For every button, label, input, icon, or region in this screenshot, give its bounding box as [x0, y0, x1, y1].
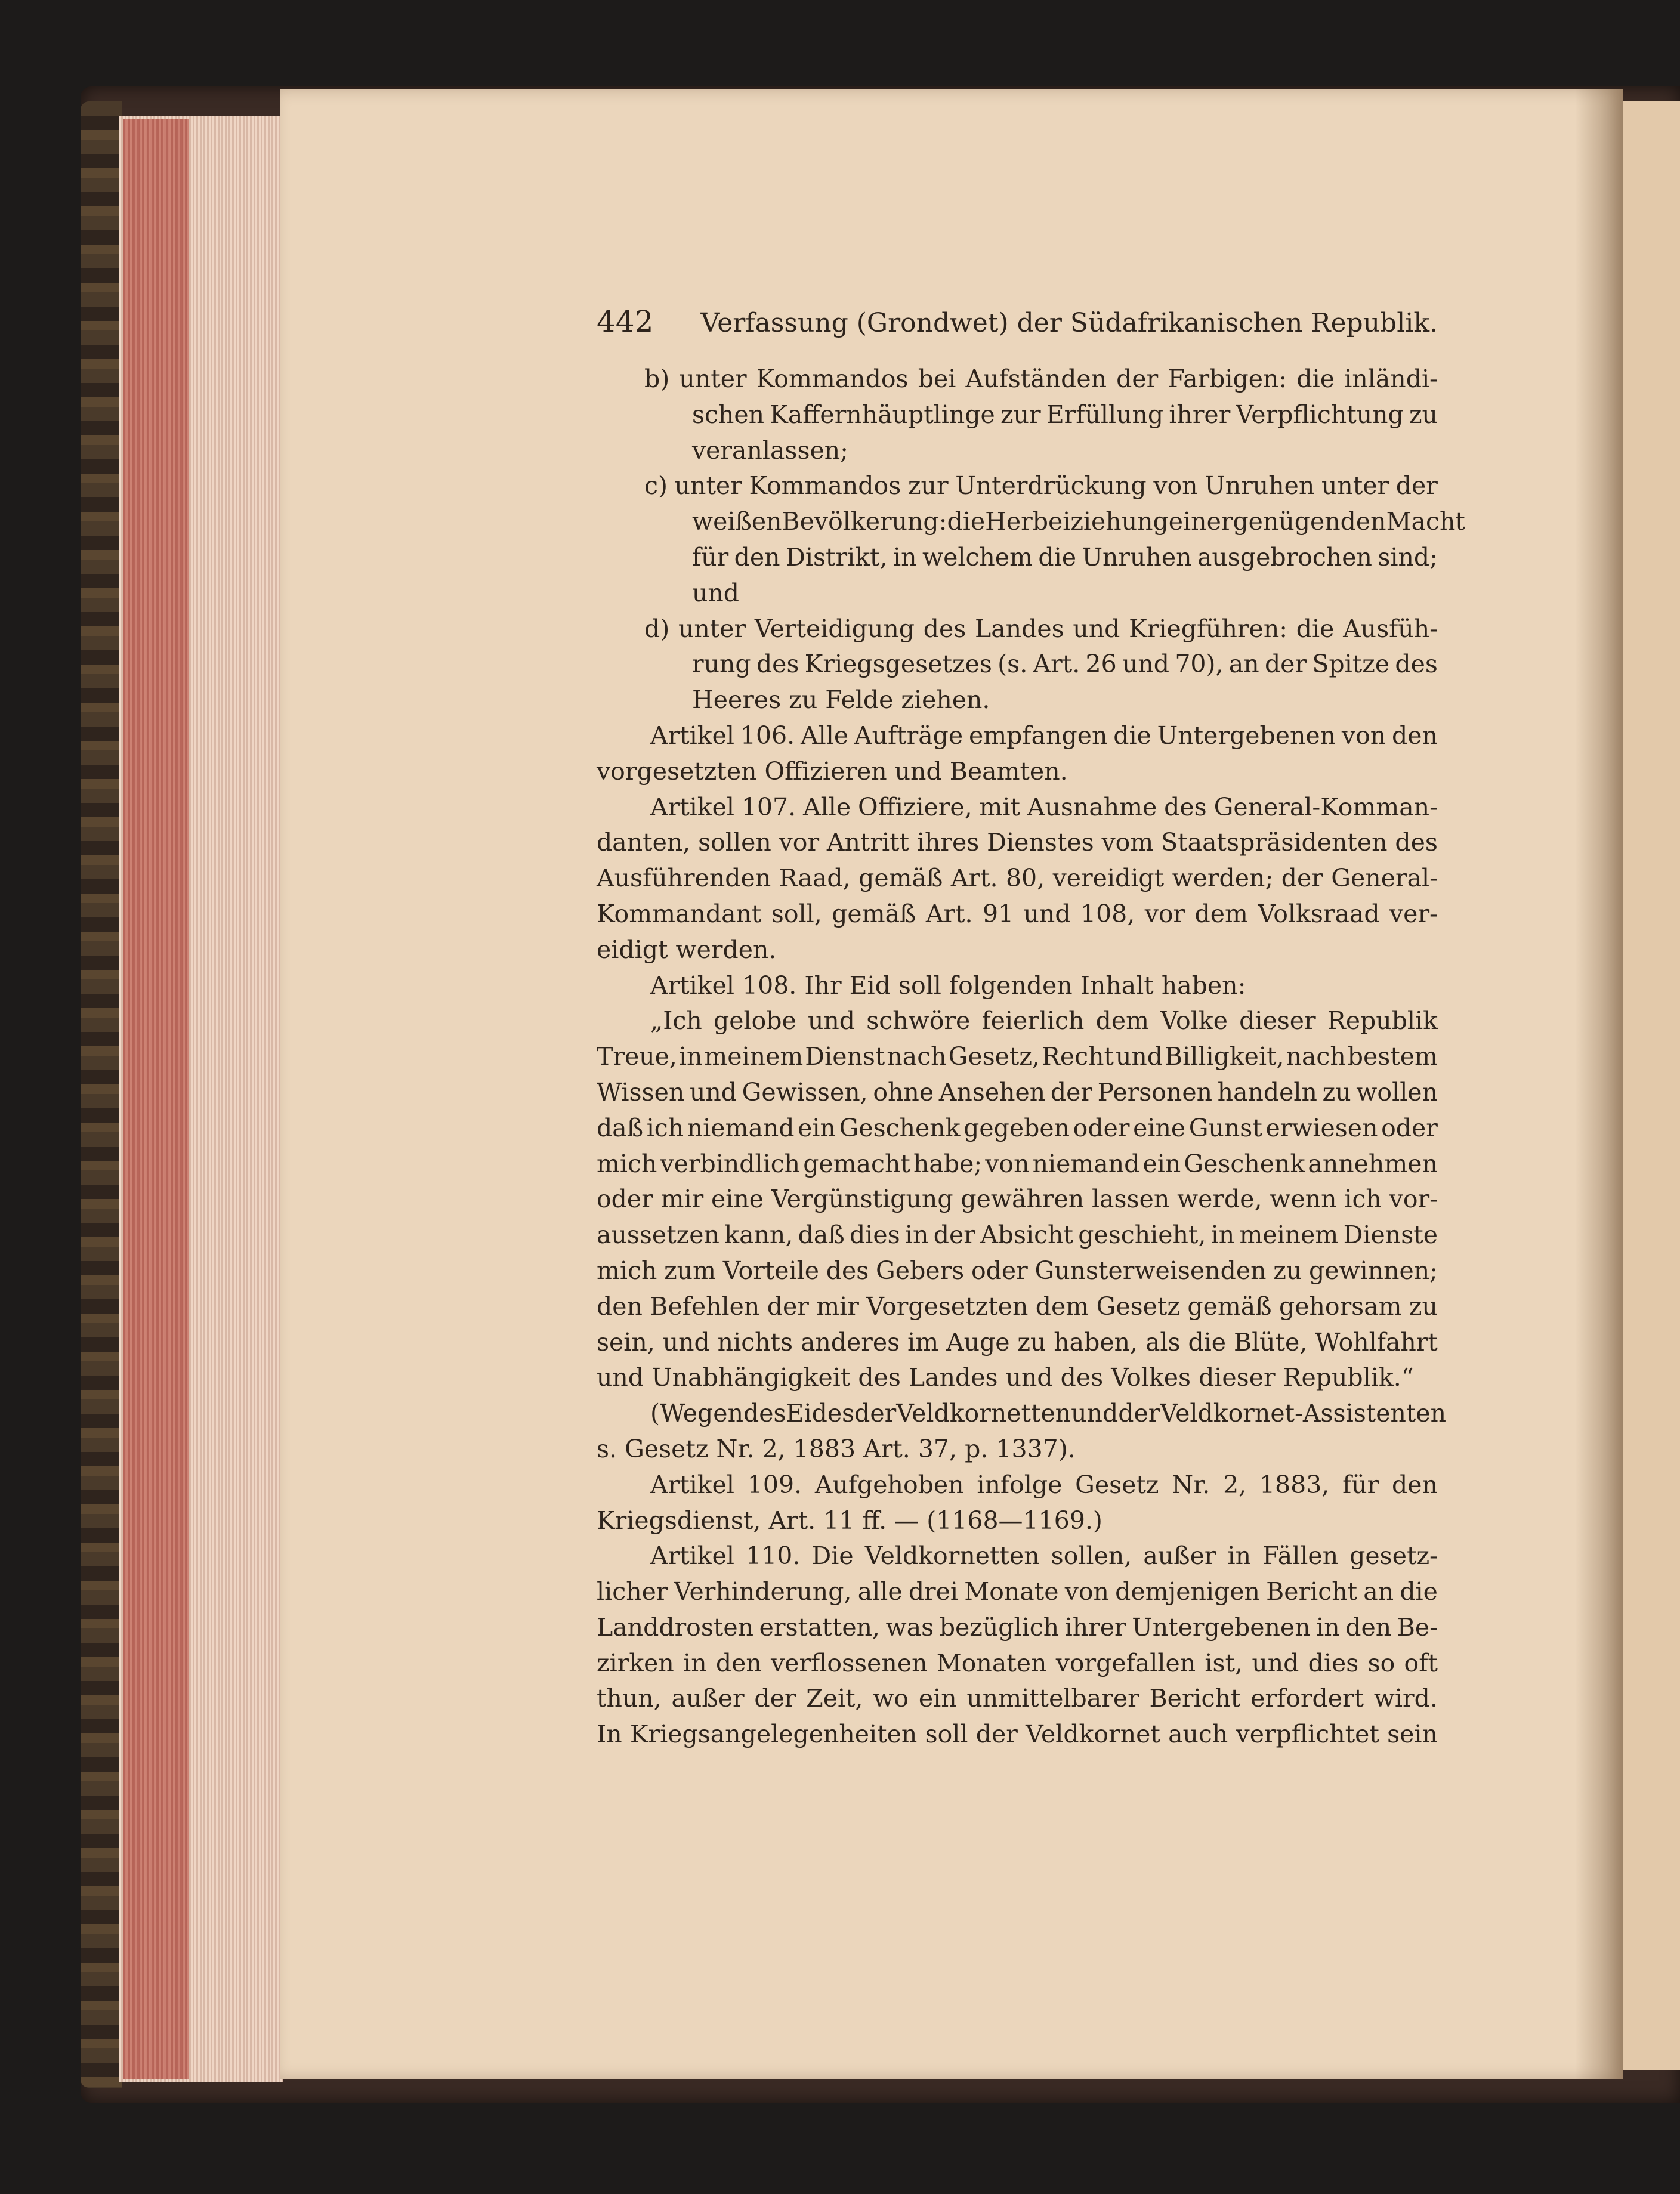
- page-number: 442: [597, 304, 654, 339]
- text-line: Treue, in meinem Dienst nach Gesetz, Recht und Billigkeit, nach bestem: [597, 1042, 1438, 1071]
- text-line: d) unter Verteidigung des Landes und Kriegführen: die Ausfüh-: [644, 614, 1438, 643]
- text-line: eidigt werden.: [597, 935, 777, 964]
- page-text-block: [597, 304, 1465, 1753]
- facing-page-edge: [1623, 101, 1680, 2070]
- text-line: Kriegsdienst, Art. 11 ff. — (1168—1169.): [597, 1506, 1102, 1535]
- text-line: Artikel 109. Aufgehoben infolge Gesetz Nr. 2, 1883, für den: [650, 1470, 1438, 1499]
- text-line: für den Distrikt, in welchem die Unruhen ausgebrochen sind;: [692, 542, 1438, 571]
- text-line: aussetzen kann, daß dies in der Absicht geschieht, in meinem Dienste: [597, 1220, 1438, 1250]
- text-line: Landdrosten erstatten, was bezüglich ihrer Untergebenen in den Be-: [597, 1612, 1438, 1642]
- text-line: c) unter Kommandos zur Unterdrückung von Unruhen unter der: [644, 471, 1438, 500]
- text-line: mich zum Vorteile des Gebers oder Gunsterweisenden zu gewinnen;: [597, 1256, 1438, 1285]
- text-line: danten, sollen vor Antritt ihres Dienstes vom Staatspräsidenten des: [597, 828, 1438, 857]
- running-header: [597, 304, 1438, 347]
- text-line: und Unabhängigkeit des Landes und des Volkes dieser Republik.“: [597, 1363, 1414, 1392]
- text-line: Ausführenden Raad, gemäß Art. 80, vereidigt werden; der General-: [597, 864, 1438, 893]
- text-line: den Befehlen der mir Vorgesetzten dem Gesetz gemäß gehorsam zu: [597, 1291, 1438, 1321]
- text-line: und: [692, 578, 740, 607]
- text-line: rung des Kriegsgesetzes (s. Art. 26 und 70), an der Spitze des: [692, 650, 1438, 679]
- text-line: In Kriegsangelegenheiten soll der Veldkornet auch verpflichtet sein: [597, 1720, 1438, 1749]
- text-line: s. Gesetz Nr. 2, 1883 Art. 37, p. 1337).: [597, 1434, 1076, 1463]
- text-line: vorgesetzten Offizieren und Beamten.: [597, 756, 1068, 786]
- text-line: Kommandant soll, gemäß Art. 91 und 108, vor dem Volksraad ver-: [597, 899, 1438, 928]
- cover-marbled-edge: [81, 101, 122, 2088]
- gutter-shadow: [1575, 89, 1623, 2079]
- text-line: licher Verhinderung, alle drei Monate von demjenigen Bericht an die: [597, 1577, 1438, 1606]
- text-line: Artikel 107. Alle Offiziere, mit Ausnahme des General-Komman-: [650, 792, 1438, 821]
- text-line: daß ich niemand ein Geschenk gegeben oder eine Gunst erwiesen oder: [597, 1113, 1438, 1142]
- text-line: zirken in den verflossenen Monaten vorgefallen ist, und dies so oft: [597, 1648, 1438, 1677]
- text-line: schen Kaffernhäuptlinge zur Erfüllung ihrer Verpflichtung zu: [692, 400, 1438, 429]
- page-edge-red-stain: [123, 119, 189, 2079]
- text-line: Artikel 108. Ihr Eid soll folgenden Inhalt haben:: [650, 971, 1246, 1000]
- text-line: „Ich gelobe und schwöre feierlich dem Volke dieser Republik: [650, 1006, 1438, 1036]
- text-line: b) unter Kommandos bei Aufständen der Farbigen: die inländi-: [644, 364, 1438, 393]
- text-line: mich verbindlich gemacht habe; von niemand ein Geschenk annehmen: [597, 1149, 1438, 1178]
- text-line: veranlassen;: [692, 435, 848, 465]
- text-line: Wissen und Gewissen, ohne Ansehen der Personen handeln zu wollen: [597, 1077, 1438, 1107]
- running-head-title: Verfassung (Grondwet) der Südafrikanischen Republik.: [700, 308, 1438, 338]
- text-line: Heeres zu Felde ziehen.: [692, 685, 990, 715]
- text-line: (Wegen des Eides der Veldkornetten und der Veldkornet-Assistenten: [650, 1399, 1447, 1428]
- text-line: oder mir eine Vergünstigung gewähren lassen werde, wenn ich vor-: [597, 1185, 1438, 1214]
- text-line: sein, und nichts anderes im Auge zu haben, als die Blüte, Wohlfahrt: [597, 1327, 1438, 1356]
- text-line: Artikel 110. Die Veldkornetten sollen, außer in Fällen gesetz-: [650, 1541, 1438, 1571]
- text-lines: [597, 361, 1465, 1753]
- text-line: weißen Bevölkerung: die Herbeiziehung einer genügenden Macht: [692, 507, 1465, 536]
- text-line: Artikel 106. Alle Aufträge empfangen die Untergebenen von den: [650, 721, 1438, 750]
- text-line: thun, außer der Zeit, wo ein unmittelbarer Bericht erfordert wird.: [597, 1684, 1438, 1713]
